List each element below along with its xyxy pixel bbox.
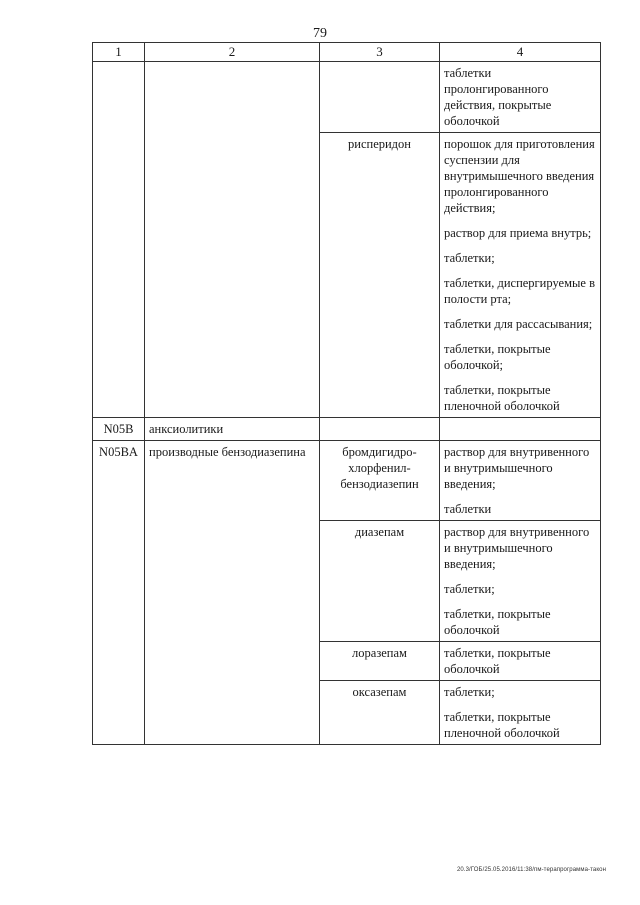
dosage-form: таблетки пролонгированного действия, покрытые оболочкой [444, 66, 552, 128]
inn-cell [320, 62, 440, 133]
group-name: анксиолитики [145, 418, 320, 441]
group-name: производные бензодиазепина [145, 441, 320, 745]
footer-note: 20.3/ГОБ/25.05.2016/11:38/пм-терапрограмма-такон [456, 867, 606, 873]
header-col-4: 4 [440, 43, 601, 62]
forms-cell [440, 681, 601, 745]
inn-cell: рисперидон [320, 133, 440, 418]
drug-table [92, 42, 601, 745]
atc-code: N05BA [93, 441, 145, 745]
header-col-2: 2 [145, 43, 320, 62]
forms-cell [440, 133, 601, 418]
dosage-form: таблетки, покрытые пленочной оболочкой [444, 710, 560, 740]
forms-cell [440, 441, 601, 521]
dosage-form: таблетки; [444, 685, 495, 699]
dosage-form: раствор для внутривенного и внутримышечного введения; [444, 525, 590, 571]
table-row [93, 418, 601, 441]
inn-cell: диазепам [320, 521, 440, 642]
page-number: 79 [313, 26, 327, 41]
inn-cell: бромдигидро-хлорфенил-бензодиазепин [320, 441, 440, 521]
header-col-3: 3 [320, 43, 440, 62]
dosage-form: таблетки, покрытые оболочкой [444, 607, 551, 637]
table-row [93, 62, 601, 133]
inn-cell: оксазепам [320, 681, 440, 745]
dosage-form: раствор для внутривенного и внутримышечного введения; [444, 445, 590, 491]
dosage-form: таблетки для рассасывания; [444, 317, 593, 331]
dosage-form: таблетки, покрытые оболочкой; [444, 342, 551, 372]
forms-cell [440, 642, 601, 681]
atc-code: N05B [93, 418, 145, 441]
forms-cell [440, 521, 601, 642]
dosage-form: таблетки [444, 502, 492, 516]
forms-cell [440, 418, 601, 441]
code-cell [93, 62, 145, 418]
inn-cell [320, 418, 440, 441]
forms-cell [440, 62, 601, 133]
inn-cell: лоразепам [320, 642, 440, 681]
dosage-form: таблетки, покрытые пленочной оболочкой [444, 383, 560, 413]
dosage-form: раствор для приема внутрь; [444, 226, 592, 240]
group-cell [145, 62, 320, 418]
header-col-1: 1 [93, 43, 145, 62]
dosage-form: таблетки; [444, 582, 495, 596]
header-row [93, 43, 601, 62]
dosage-form: таблетки, покрытые оболочкой [444, 646, 551, 676]
dosage-form: порошок для приготовления суспензии для внутримышечного введения пролонгированного действия; [444, 137, 595, 215]
dosage-form: таблетки, диспергируемые в полости рта; [444, 276, 595, 306]
dosage-form: таблетки; [444, 251, 495, 265]
table-row [93, 441, 601, 521]
